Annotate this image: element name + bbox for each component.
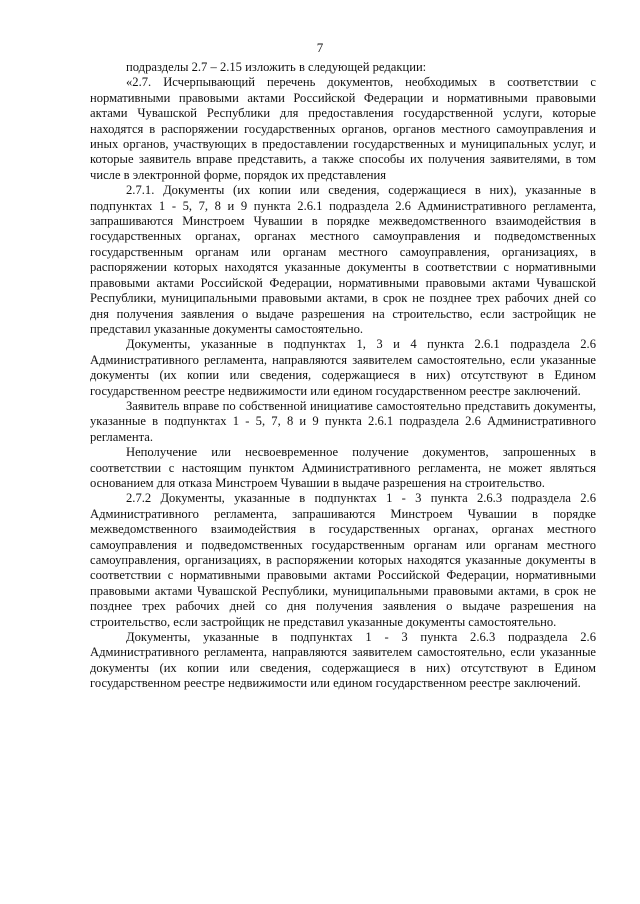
paragraph-documents-applicant: Документы, указанные в подпунктах 1, 3 и 4 пункта 2.6.1 подраздела 2.6 Административного регламента, направляются заявителем самостоятельно, если указанные документы (их копии или сведения, содержащиеся в них) отсутствуют в Едином государственном реестре недвижимости или едином государственном реестре заключений.	[90, 337, 596, 398]
paragraph-applicant-initiative: Заявитель вправе по собственной инициативе самостоятельно представить документы, указанные в подпунктах 1 - 5, 7, 8 и 9 пункта 2.6.1 подраздела 2.6 Административного регламента.	[90, 398, 596, 444]
document-body	[90, 60, 596, 692]
paragraph-documents-applicant-2: Документы, указанные в подпунктах 1 - 3 пункта 2.6.3 подраздела 2.6 Административного регламента, направляются заявителем самостоятельно, если указанные документы (их копии или сведения, содержащиеся в них) отсутствуют в Едином государственном реестре недвижимости или едином государственном реестре заключений.	[90, 630, 596, 691]
paragraph-2-7-heading: «2.7. Исчерпывающий перечень документов, необходимых в соответствии с нормативными правовыми актами Российской Федерации и нормативными правовыми актами Чувашской Республики для предоставления государственной услуги, которые находятся в распоряжении государственных органов, органов местного самоуправления и иных органов, участвующих в предоставлении государственных и муниципальных услуг, и которые заявитель вправе представить, а также способы их получения заявителями, в том числе в электронной форме, порядок их представления	[90, 75, 596, 182]
paragraph-2-7-1: 2.7.1. Документы (их копии или сведения, содержащиеся в них), указанные в подпунктах 1 - 5, 7, 8 и 9 пункта 2.6.1 подраздела 2.6 Административного регламента, запрашиваются Минстроем Чувашии в порядке межведомственного взаимодействия в государственных органах, органах местного самоуправления и подведомственных государственным органам или органам местного самоуправления, организациях, в распоряжении которых находятся указанные документы в соответствии с нормативными правовыми актами Российской Федерации, нормативными правовыми актами Чувашской Республики, муниципальными правовыми актами, в срок не позднее трех рабочих дней со дня получения заявления о выдаче разрешения на строительство, если застройщик не представил указанные документы самостоятельно.	[90, 183, 596, 336]
paragraph-intro: подразделы 2.7 – 2.15 изложить в следующей редакции:	[126, 60, 427, 74]
page-number: 7	[316, 40, 324, 55]
paragraph-non-receipt: Неполучение или несвоевременное получение документов, запрошенных в соответствии с настоящим пунктом Административного регламента, не может являться основанием для отказа Минстроем Чувашии в выдаче разрешения на строительство.	[90, 445, 596, 490]
paragraph-2-7-2: 2.7.2 Документы, указанные в подпунктах 1 - 3 пункта 2.6.3 подраздела 2.6 Административного регламента, запрашиваются Минстроем Чувашии в порядке межведомственного взаимодействия в государственных органах, органах местного самоуправления и подведомственных государственным органам или органам местного самоуправления, организациях, в распоряжении которых находятся указанные документы в соответствии с нормативными правовыми актами Российской Федерации, нормативными правовыми актами Чувашской Республики, муниципальными правовыми актами, в срок не позднее трех рабочих дней со дня получения заявления о выдаче разрешения на строительство, если застройщик не представил указанные документы самостоятельно.	[90, 491, 596, 629]
